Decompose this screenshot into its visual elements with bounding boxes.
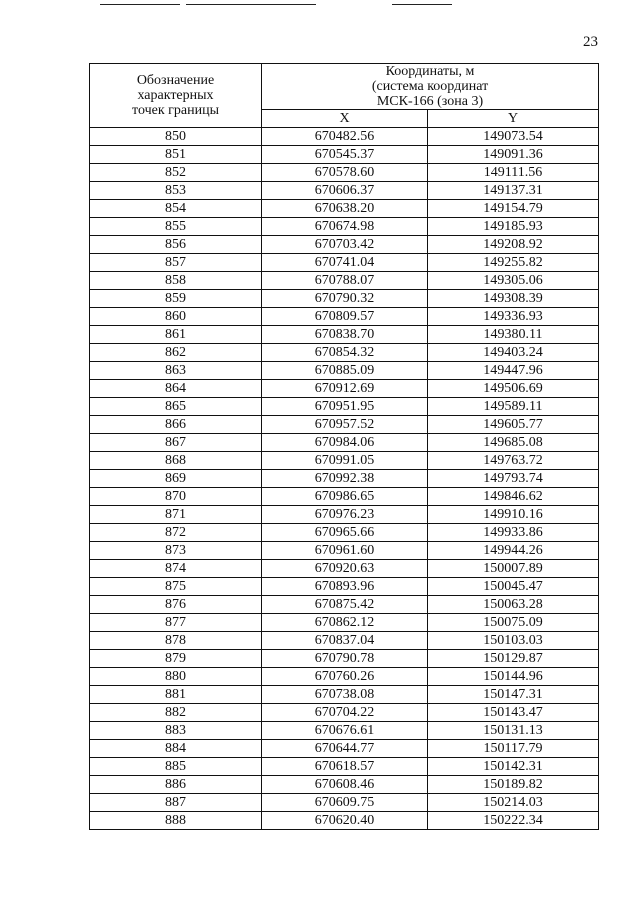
point-cell: 876	[90, 596, 262, 614]
y-coordinate-cell: 149793.74	[428, 470, 599, 488]
table-header	[90, 64, 599, 128]
point-cell: 862	[90, 344, 262, 362]
x-coordinate-cell: 670703.42	[262, 236, 428, 254]
x-coordinate-cell: 670862.12	[262, 614, 428, 632]
table-row	[90, 344, 599, 362]
table-row	[90, 416, 599, 434]
x-coordinate-cell: 670986.65	[262, 488, 428, 506]
point-cell: 861	[90, 326, 262, 344]
y-coordinate-cell: 150103.03	[428, 632, 599, 650]
coords-header-line-1: Координаты, м	[385, 64, 475, 79]
x-coordinate-cell: 670788.07	[262, 272, 428, 290]
y-coordinate-cell: 149073.54	[428, 128, 599, 146]
table-row	[90, 506, 599, 524]
point-header-line-3: точек границы	[132, 103, 219, 118]
table-row	[90, 650, 599, 668]
table-row	[90, 812, 599, 830]
point-cell: 877	[90, 614, 262, 632]
y-coordinate-cell: 149944.26	[428, 542, 599, 560]
table-row	[90, 794, 599, 812]
y-coordinate-cell: 150075.09	[428, 614, 599, 632]
table-row	[90, 488, 599, 506]
table-row	[90, 668, 599, 686]
table-row	[90, 740, 599, 758]
y-coordinate-cell: 149111.56	[428, 164, 599, 182]
y-coordinate-cell: 150131.13	[428, 722, 599, 740]
table-row	[90, 596, 599, 614]
x-coordinate-cell: 670893.96	[262, 578, 428, 596]
x-coordinate-cell: 670961.60	[262, 542, 428, 560]
y-coordinate-cell: 149185.93	[428, 218, 599, 236]
y-coordinate-cell: 149208.92	[428, 236, 599, 254]
x-coordinate-cell: 670760.26	[262, 668, 428, 686]
point-cell: 859	[90, 290, 262, 308]
coords-header-line-2: (система координат	[371, 79, 489, 94]
y-coordinate-cell: 149506.69	[428, 380, 599, 398]
y-coordinate-cell: 150129.87	[428, 650, 599, 668]
point-cell: 880	[90, 668, 262, 686]
y-coordinate-cell: 149380.11	[428, 326, 599, 344]
point-header-line-2: характерных	[137, 88, 214, 103]
x-coordinate-cell: 670608.46	[262, 776, 428, 794]
y-coordinate-cell: 150189.82	[428, 776, 599, 794]
y-coordinate-cell: 149605.77	[428, 416, 599, 434]
y-coordinate-cell: 149447.96	[428, 362, 599, 380]
x-coordinate-cell: 670838.70	[262, 326, 428, 344]
point-cell: 884	[90, 740, 262, 758]
point-cell: 868	[90, 452, 262, 470]
y-coordinate-cell: 149091.36	[428, 146, 599, 164]
point-cell: 864	[90, 380, 262, 398]
point-cell: 872	[90, 524, 262, 542]
table-row	[90, 542, 599, 560]
table-row	[90, 686, 599, 704]
table-body	[90, 128, 599, 830]
x-coordinate-cell: 670951.95	[262, 398, 428, 416]
x-coordinate-cell: 670606.37	[262, 182, 428, 200]
x-coordinate-cell: 670704.22	[262, 704, 428, 722]
point-cell: 887	[90, 794, 262, 812]
x-coordinate-cell: 670992.38	[262, 470, 428, 488]
point-cell: 865	[90, 398, 262, 416]
table-row	[90, 524, 599, 542]
point-cell: 866	[90, 416, 262, 434]
page-number: 23	[583, 34, 598, 50]
point-cell: 875	[90, 578, 262, 596]
y-coordinate-cell: 149685.08	[428, 434, 599, 452]
point-cell: 852	[90, 164, 262, 182]
y-coordinate-cell: 150063.28	[428, 596, 599, 614]
x-coordinate-cell: 670674.98	[262, 218, 428, 236]
point-cell: 869	[90, 470, 262, 488]
table-row	[90, 398, 599, 416]
point-cell: 855	[90, 218, 262, 236]
x-coordinate-cell: 670957.52	[262, 416, 428, 434]
top-rule-right	[392, 4, 452, 5]
x-coordinate-cell: 670638.20	[262, 200, 428, 218]
point-cell: 853	[90, 182, 262, 200]
point-cell: 867	[90, 434, 262, 452]
x-coordinate-cell: 670609.75	[262, 794, 428, 812]
point-cell: 857	[90, 254, 262, 272]
point-cell: 888	[90, 812, 262, 830]
x-coordinate-cell: 670920.63	[262, 560, 428, 578]
point-cell: 886	[90, 776, 262, 794]
table-row	[90, 128, 599, 146]
y-coordinate-cell: 150222.34	[428, 812, 599, 830]
point-cell: 858	[90, 272, 262, 290]
y-coordinate-cell: 149154.79	[428, 200, 599, 218]
coordinates-table	[89, 63, 599, 830]
point-cell: 856	[90, 236, 262, 254]
x-coordinate-cell: 670885.09	[262, 362, 428, 380]
point-cell: 881	[90, 686, 262, 704]
point-cell: 850	[90, 128, 262, 146]
y-coordinate-cell: 149910.16	[428, 506, 599, 524]
point-cell: 878	[90, 632, 262, 650]
table-row	[90, 632, 599, 650]
point-cell: 885	[90, 758, 262, 776]
y-coordinate-cell: 149137.31	[428, 182, 599, 200]
y-coordinate-cell: 150142.31	[428, 758, 599, 776]
y-coordinate-cell: 150045.47	[428, 578, 599, 596]
table-row	[90, 164, 599, 182]
top-rule-left	[100, 4, 180, 5]
table-row	[90, 380, 599, 398]
x-coordinate-cell: 670790.78	[262, 650, 428, 668]
table-row	[90, 182, 599, 200]
x-coordinate-cell: 670738.08	[262, 686, 428, 704]
x-coordinate-cell: 670837.04	[262, 632, 428, 650]
table-row	[90, 776, 599, 794]
y-coordinate-cell: 149763.72	[428, 452, 599, 470]
y-coordinate-cell: 150144.96	[428, 668, 599, 686]
point-cell: 883	[90, 722, 262, 740]
x-coordinate-cell: 670991.05	[262, 452, 428, 470]
y-coordinate-cell: 149589.11	[428, 398, 599, 416]
point-cell: 874	[90, 560, 262, 578]
y-coordinate-cell: 149336.93	[428, 308, 599, 326]
point-header-line-1: Обозначение	[136, 73, 215, 88]
table-row	[90, 308, 599, 326]
x-coordinate-cell: 670976.23	[262, 506, 428, 524]
y-coordinate-cell: 150117.79	[428, 740, 599, 758]
y-column-header: Y	[428, 110, 599, 128]
point-cell: 870	[90, 488, 262, 506]
coordinates-header	[262, 64, 599, 110]
x-coordinate-cell: 670618.57	[262, 758, 428, 776]
table-row	[90, 146, 599, 164]
x-coordinate-cell: 670741.04	[262, 254, 428, 272]
x-column-header: X	[262, 110, 428, 128]
y-coordinate-cell: 150147.31	[428, 686, 599, 704]
table-row	[90, 272, 599, 290]
x-coordinate-cell: 670578.60	[262, 164, 428, 182]
x-coordinate-cell: 670854.32	[262, 344, 428, 362]
table-row	[90, 236, 599, 254]
table-row	[90, 614, 599, 632]
y-coordinate-cell: 150007.89	[428, 560, 599, 578]
y-coordinate-cell: 149305.06	[428, 272, 599, 290]
point-cell: 863	[90, 362, 262, 380]
table-row	[90, 218, 599, 236]
table-row	[90, 758, 599, 776]
coords-header-line-3: МСК-166 (зона 3)	[376, 94, 484, 109]
y-coordinate-cell: 150214.03	[428, 794, 599, 812]
y-coordinate-cell: 149403.24	[428, 344, 599, 362]
table-row	[90, 452, 599, 470]
top-rule-middle	[186, 4, 316, 5]
x-coordinate-cell: 670790.32	[262, 290, 428, 308]
y-coordinate-cell: 149933.86	[428, 524, 599, 542]
table-row	[90, 290, 599, 308]
x-coordinate-cell: 670620.40	[262, 812, 428, 830]
table-row	[90, 560, 599, 578]
x-coordinate-cell: 670965.66	[262, 524, 428, 542]
x-coordinate-cell: 670984.06	[262, 434, 428, 452]
y-coordinate-cell: 150143.47	[428, 704, 599, 722]
table-row	[90, 254, 599, 272]
point-cell: 871	[90, 506, 262, 524]
y-coordinate-cell: 149846.62	[428, 488, 599, 506]
y-coordinate-cell: 149255.82	[428, 254, 599, 272]
y-coordinate-cell: 149308.39	[428, 290, 599, 308]
table-row	[90, 578, 599, 596]
x-coordinate-cell: 670482.56	[262, 128, 428, 146]
point-cell: 879	[90, 650, 262, 668]
point-cell: 882	[90, 704, 262, 722]
point-cell: 851	[90, 146, 262, 164]
x-coordinate-cell: 670644.77	[262, 740, 428, 758]
x-coordinate-cell: 670676.61	[262, 722, 428, 740]
point-cell: 854	[90, 200, 262, 218]
x-coordinate-cell: 670809.57	[262, 308, 428, 326]
table-row	[90, 326, 599, 344]
table-row	[90, 200, 599, 218]
table-row	[90, 434, 599, 452]
table-row	[90, 704, 599, 722]
x-coordinate-cell: 670875.42	[262, 596, 428, 614]
x-coordinate-cell: 670912.69	[262, 380, 428, 398]
point-cell: 873	[90, 542, 262, 560]
point-cell: 860	[90, 308, 262, 326]
x-coordinate-cell: 670545.37	[262, 146, 428, 164]
point-designation-header	[90, 64, 262, 128]
table-row	[90, 470, 599, 488]
table-row	[90, 362, 599, 380]
table-row	[90, 722, 599, 740]
